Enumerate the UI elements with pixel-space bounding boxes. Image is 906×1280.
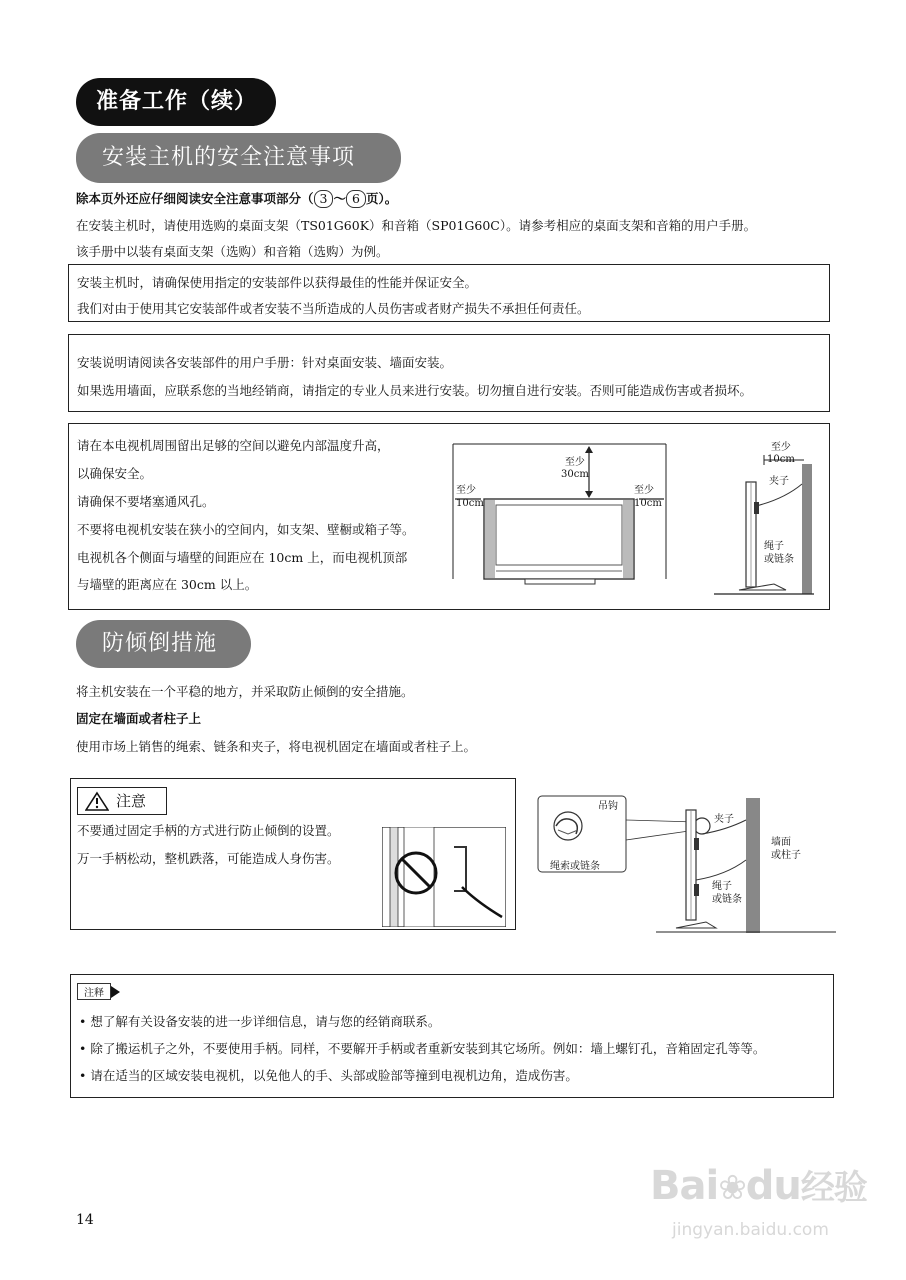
warning-triangle-icon <box>85 791 109 811</box>
right-clearance-text1: 至少 <box>634 485 654 496</box>
side-clip-label: 夹子 <box>769 476 789 487</box>
note-item-3: • 请在适当的区域安装电视机，以免他人的手、头部或脸部等撞到电视机边角，造成伤害。 <box>79 1068 578 1083</box>
left-clearance-label <box>456 484 484 510</box>
rope-chain-label: 绳索或链条 <box>550 861 600 872</box>
top-clearance-text1: 至少 <box>564 457 585 468</box>
notes-box <box>70 974 834 1098</box>
box3-line3: 请确保不要堵塞通风孔。 <box>77 494 215 509</box>
watermark-brand3: 经验 <box>800 1168 867 1208</box>
side-rope-text1: 绳子 <box>764 541 784 552</box>
notes-tag-text: 注释 <box>77 983 111 1000</box>
safety-heading: 安装主机的安全注意事项 <box>76 133 401 183</box>
caution-line1: 不要通过固定手柄的方式进行防止倾倒的设置。 <box>77 823 340 838</box>
right-clearance-text2: 10cm <box>634 498 662 509</box>
paw-icon: ❀ <box>718 1168 746 1208</box>
page-ref-start: 3 <box>314 190 334 208</box>
intro-prefix: 除本页外还应仔细阅读安全注意事项部分（ <box>76 191 314 206</box>
wall-label <box>771 836 801 862</box>
box3-line5: 电视机各个侧面与墙壁的间距应在 10cm 上，而电视机顶部 <box>77 550 408 565</box>
intro-line <box>76 190 397 208</box>
side-clearance-text2: 10cm <box>767 454 795 465</box>
caution-label <box>77 787 167 815</box>
notes-tag <box>77 983 120 1000</box>
stand-info: 在安装主机时，请使用选购的桌面支架（TS01G60K）和音箱（SP01G60C）。请参考相应的桌面支架和音箱的用户手册。 <box>76 218 757 233</box>
wall-fix-instruction: 使用市场上销售的绳索、链条和夹子，将电视机固定在墙面或者柱子上。 <box>76 739 477 754</box>
box2-line1: 安装说明请阅读各安装部件的用户手册：针对桌面安装、墙面安装。 <box>77 355 453 370</box>
side-clearance-text1: 至少 <box>770 442 791 453</box>
side-clearance-label <box>767 442 795 466</box>
page-number: 14 <box>76 1212 94 1228</box>
anti-tip-heading: 防倾倒措施 <box>76 620 251 668</box>
watermark-brand: Bai <box>650 1163 719 1209</box>
box2-line2: 如果选用墙面，应联系您的当地经销商，请指定的专业人员来进行安装。切勿擅自进行安装。否则可能造成伤害或者损坏。 <box>77 383 753 398</box>
example-info: 该手册中以装有桌面支架（选购）和音箱（选购）为例。 <box>76 244 389 259</box>
note-item-2: • 除了搬运机子之外，不要使用手柄。同样，不要解开手柄或者重新安装到其它场所。例如：墙上螺钉孔，音箱固定孔等等。 <box>79 1041 766 1056</box>
page-ref-end: 6 <box>346 190 366 208</box>
rope-label <box>712 880 742 906</box>
rope-text2: 或链条 <box>712 894 742 905</box>
intro-dash: ～ <box>333 191 346 206</box>
left-clearance-text1: 至少 <box>456 485 476 496</box>
side-rope-label <box>764 540 794 566</box>
box3-line2: 以确保安全。 <box>77 466 153 481</box>
rope-text1: 绳子 <box>712 881 732 892</box>
top-clearance-text2: 30cm <box>561 469 589 480</box>
caution-box <box>70 778 516 930</box>
anti-tip-intro: 将主机安装在一个平稳的地方，并采取防止倾倒的安全措施。 <box>76 684 414 699</box>
note-arrow-icon <box>111 986 120 998</box>
caution-title: 注意 <box>116 792 147 810</box>
box3-line6: 与墙壁的距离应在 30cm 以上。 <box>77 577 258 592</box>
caution-line2: 万一手柄松动，整机跌落，可能造成人身伤害。 <box>77 851 340 866</box>
section-title: 准备工作（续） <box>76 78 276 126</box>
box1-line1: 安装主机时，请确保使用指定的安装部件以获得最佳的性能并保证安全。 <box>77 275 478 290</box>
warning-box-parts <box>68 264 830 322</box>
wall-fix-subheading: 固定在墙面或者柱子上 <box>76 711 202 726</box>
watermark-url: jingyan.baidu.com <box>672 1220 829 1240</box>
baidu-watermark <box>650 1160 867 1209</box>
side-rope-text2: 或链条 <box>764 554 794 565</box>
box3-line1: 请在本电视机周围留出足够的空间以避免内部温度升高， <box>77 438 390 453</box>
box3-line4: 不要将电视机安装在狭小的空间内，如支架、壁橱或箱子等。 <box>77 522 415 537</box>
wall-text2: 或柱子 <box>771 850 801 861</box>
tv-side-clearance-diagram <box>714 444 814 596</box>
box1-line2: 我们对由于使用其它安装部件或者安装不当所造成的人员伤害或者财产损失不承担任何责任。 <box>77 301 590 316</box>
top-clearance-label <box>561 457 589 481</box>
ventilation-box <box>68 423 830 610</box>
left-clearance-text2: 10cm <box>456 498 484 509</box>
hook-label: 吊钩 <box>598 801 618 812</box>
warning-box-install <box>68 334 830 412</box>
watermark-brand2: du <box>745 1163 801 1209</box>
clip-label: 夹子 <box>714 814 734 825</box>
intro-suffix: 页）。 <box>365 191 398 206</box>
note-item-1: • 想了解有关设备安装的进一步详细信息，请与您的经销商联系。 <box>79 1014 441 1029</box>
no-handle-fixing-diagram <box>382 827 506 927</box>
right-clearance-label <box>634 484 662 510</box>
wall-text1: 墙面 <box>771 837 791 848</box>
